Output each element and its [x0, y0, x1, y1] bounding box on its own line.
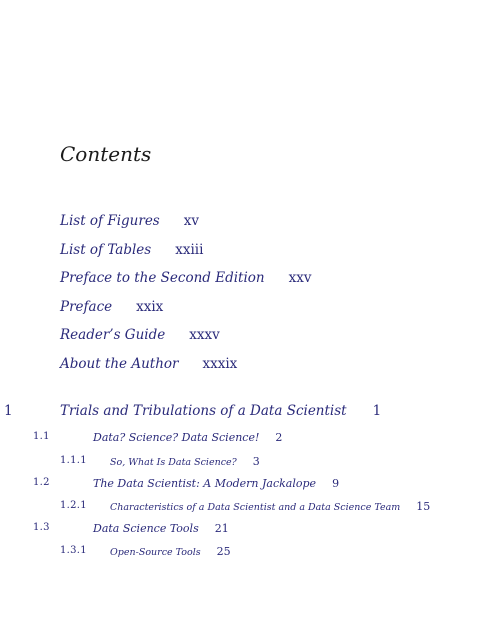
subsection-label: Open-Source Tools: [110, 547, 201, 558]
toc-entry-label: List of Tables: [60, 242, 152, 258]
chapter-number: 1: [4, 403, 13, 419]
chapter-label: Trials and Tribulations of a Data Scientist: [60, 403, 347, 419]
section-label: Data? Science? Data Science!: [93, 431, 260, 444]
toc-entry-page: xxiii: [175, 242, 204, 258]
toc-section-1-2[interactable]: [33, 477, 340, 490]
toc-section-1-1[interactable]: [33, 431, 283, 444]
toc-entry-label: Preface: [60, 299, 113, 315]
toc-entry-label: List of Figures: [60, 213, 160, 229]
toc-entry-label: Preface to the Second Edition: [60, 270, 265, 286]
toc-entry-page: xxxix: [202, 356, 238, 372]
section-page: 21: [214, 522, 229, 535]
toc-subsection-1-2-1[interactable]: [60, 500, 431, 513]
toc-section-1-3[interactable]: [33, 522, 229, 535]
toc-entry-page: xv: [183, 213, 199, 229]
toc-entry-page: xxxv: [189, 327, 220, 343]
section-label: The Data Scientist: A Modern Jackalope: [93, 477, 317, 490]
subsection-label: So, What Is Data Science?: [110, 457, 237, 468]
section-number: 1.3: [33, 522, 50, 533]
subsection-page: 3: [252, 455, 260, 468]
section-page: 9: [332, 477, 340, 490]
subsection-number: 1.2.1: [60, 500, 87, 511]
toc-entry-label: Reader’s Guide: [60, 327, 166, 343]
section-number: 1.2: [33, 477, 50, 488]
subsection-label: Characteristics of a Data Scientist and a Data Science Team: [110, 502, 401, 513]
toc-subsection-1-3-1[interactable]: [60, 545, 231, 558]
subsection-page: 25: [216, 545, 231, 558]
section-label: Data Science Tools: [93, 522, 199, 535]
toc-entry-list-of-tables[interactable]: [60, 242, 203, 258]
toc-entry-label: About the Author: [60, 356, 179, 372]
toc-entry-preface-second-edition[interactable]: [60, 270, 311, 286]
toc-entry-about-the-author[interactable]: [60, 356, 237, 372]
subsection-number: 1.1.1: [60, 455, 87, 466]
toc-subsection-1-1-1[interactable]: [60, 455, 260, 468]
section-page: 2: [275, 431, 283, 444]
toc-chapter-1[interactable]: [4, 403, 382, 419]
toc-entry-preface[interactable]: [60, 299, 163, 315]
toc-entry-readers-guide[interactable]: [60, 327, 220, 343]
subsection-number: 1.3.1: [60, 545, 87, 556]
toc-entry-page: xxv: [288, 270, 312, 286]
subsection-page: 15: [416, 500, 431, 513]
page-title: Contents: [60, 142, 152, 166]
section-number: 1.1: [33, 431, 50, 442]
toc-entry-page: xxix: [136, 299, 164, 315]
chapter-page: 1: [372, 403, 382, 419]
toc-entry-list-of-figures[interactable]: [60, 213, 199, 229]
